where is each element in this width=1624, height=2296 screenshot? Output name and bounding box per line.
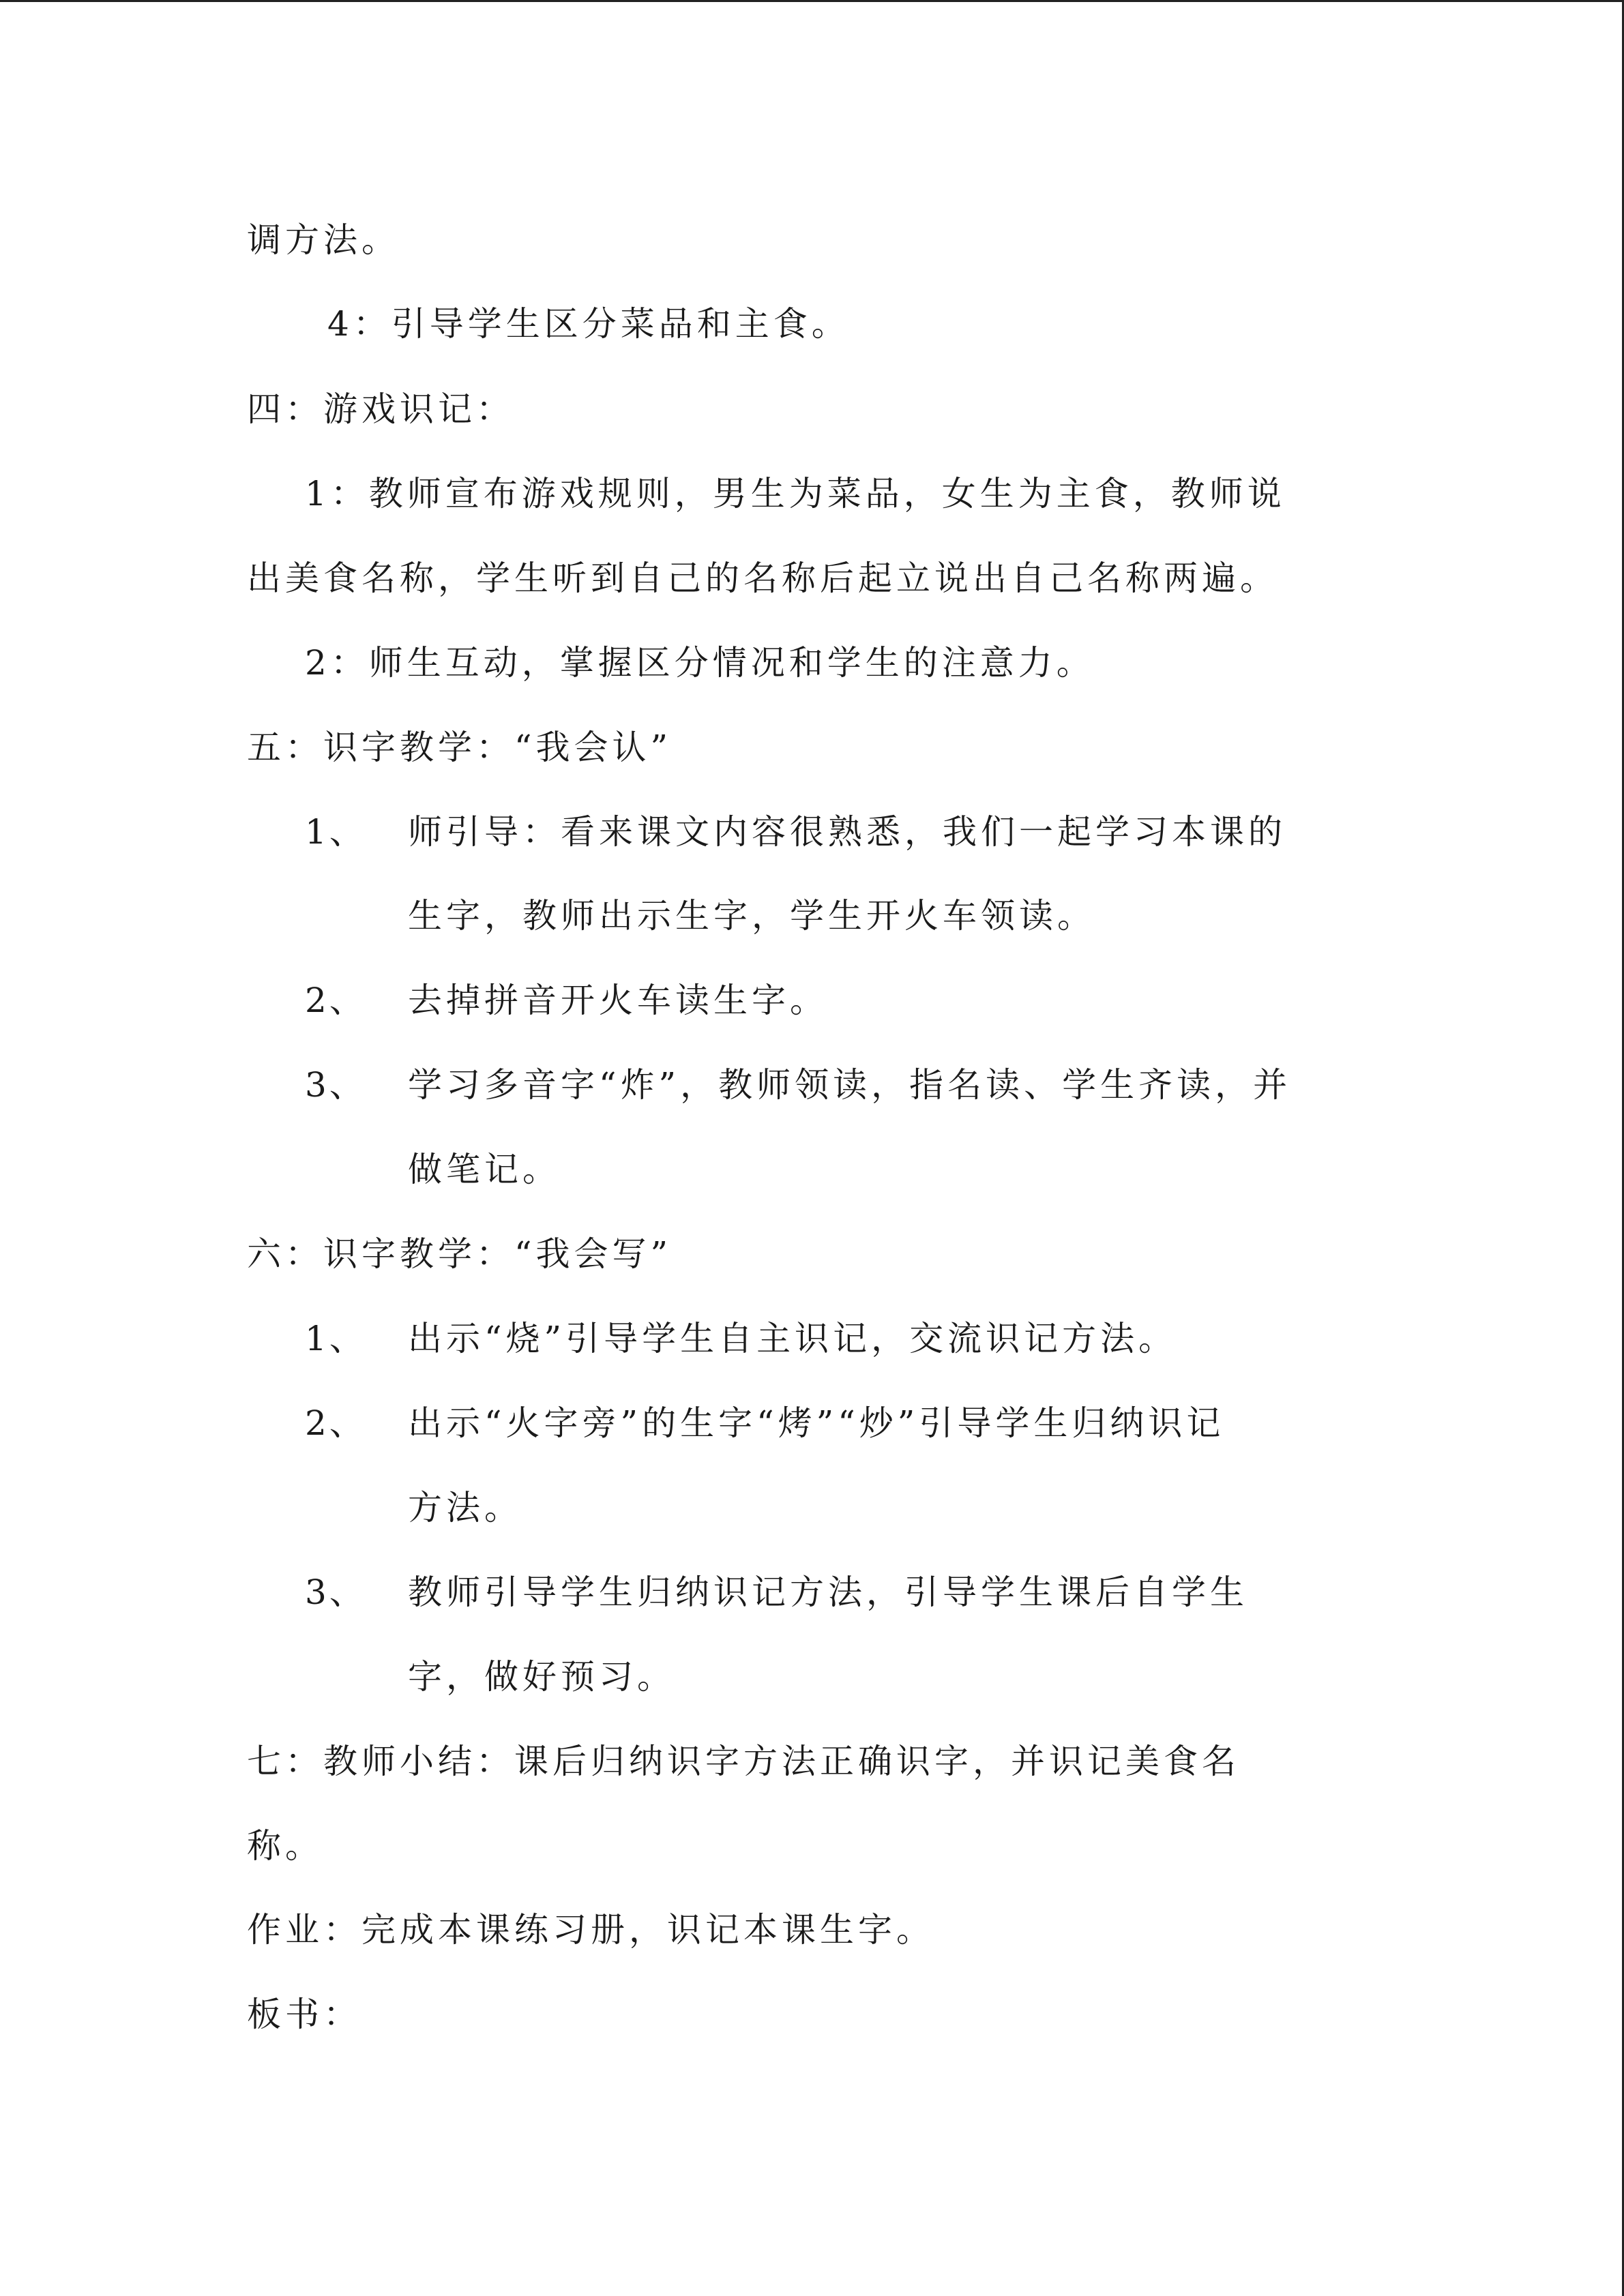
paragraph-line: 出美食名称，学生听到自己的名称后起立说出自己名称两遍。 bbox=[247, 558, 1278, 598]
paragraph-line: 板书： bbox=[247, 1995, 361, 2034]
list-item-text: 生字，教师出示生字，学生开火车领读。 bbox=[408, 896, 1095, 936]
paragraph-line: 1：教师宣布游戏规则，男生为菜品，女生为主食，教师说 bbox=[305, 474, 1286, 513]
paragraph-line: 七：教师小结：课后归纳识字方法正确识字，并识记美食名 bbox=[247, 1742, 1240, 1781]
paragraph-line: 称。 bbox=[247, 1826, 323, 1866]
list-item-text: 出示“烧”引导学生自主识记，交流识记方法。 bbox=[408, 1319, 1177, 1358]
list-item-text: 做笔记。 bbox=[408, 1150, 561, 1189]
list-item-text: 方法。 bbox=[408, 1488, 522, 1527]
paragraph-line: 调方法。 bbox=[247, 220, 400, 260]
list-item-text: 字，做好预习。 bbox=[408, 1657, 675, 1697]
section-heading: 四：游戏识记： bbox=[247, 389, 514, 429]
list-item-number: 1、 bbox=[305, 1319, 366, 1358]
list-item-number: 2、 bbox=[305, 981, 366, 1020]
section-heading: 六：识字教学：“我会写” bbox=[247, 1234, 673, 1274]
list-item-number: 1、 bbox=[305, 812, 366, 852]
paragraph-line: 作业：完成本课练习册，识记本课生字。 bbox=[247, 1910, 934, 1950]
list-item-text: 出示“火字旁”的生字“烤”“炒”引导学生归纳识记 bbox=[408, 1403, 1225, 1443]
paragraph-line: 4：引导学生区分菜品和主食。 bbox=[327, 304, 850, 344]
section-heading: 五：识字教学：“我会认” bbox=[247, 728, 673, 767]
list-item-number: 3、 bbox=[305, 1572, 366, 1612]
list-item-number: 2、 bbox=[305, 1403, 366, 1443]
list-item-number: 3、 bbox=[305, 1065, 366, 1105]
page-top-border bbox=[0, 0, 1624, 2]
list-item-text: 教师引导学生归纳识记方法，引导学生课后自学生 bbox=[408, 1572, 1248, 1612]
list-item-text: 师引导：看来课文内容很熟悉，我们一起学习本课的 bbox=[408, 812, 1286, 852]
list-item-text: 去掉拼音开火车读生字。 bbox=[408, 981, 828, 1020]
paragraph-line: 2：师生互动，掌握区分情况和学生的注意力。 bbox=[305, 643, 1095, 683]
list-item-text: 学习多音字“炸”，教师领读，指名读、学生齐读，并 bbox=[408, 1065, 1292, 1105]
